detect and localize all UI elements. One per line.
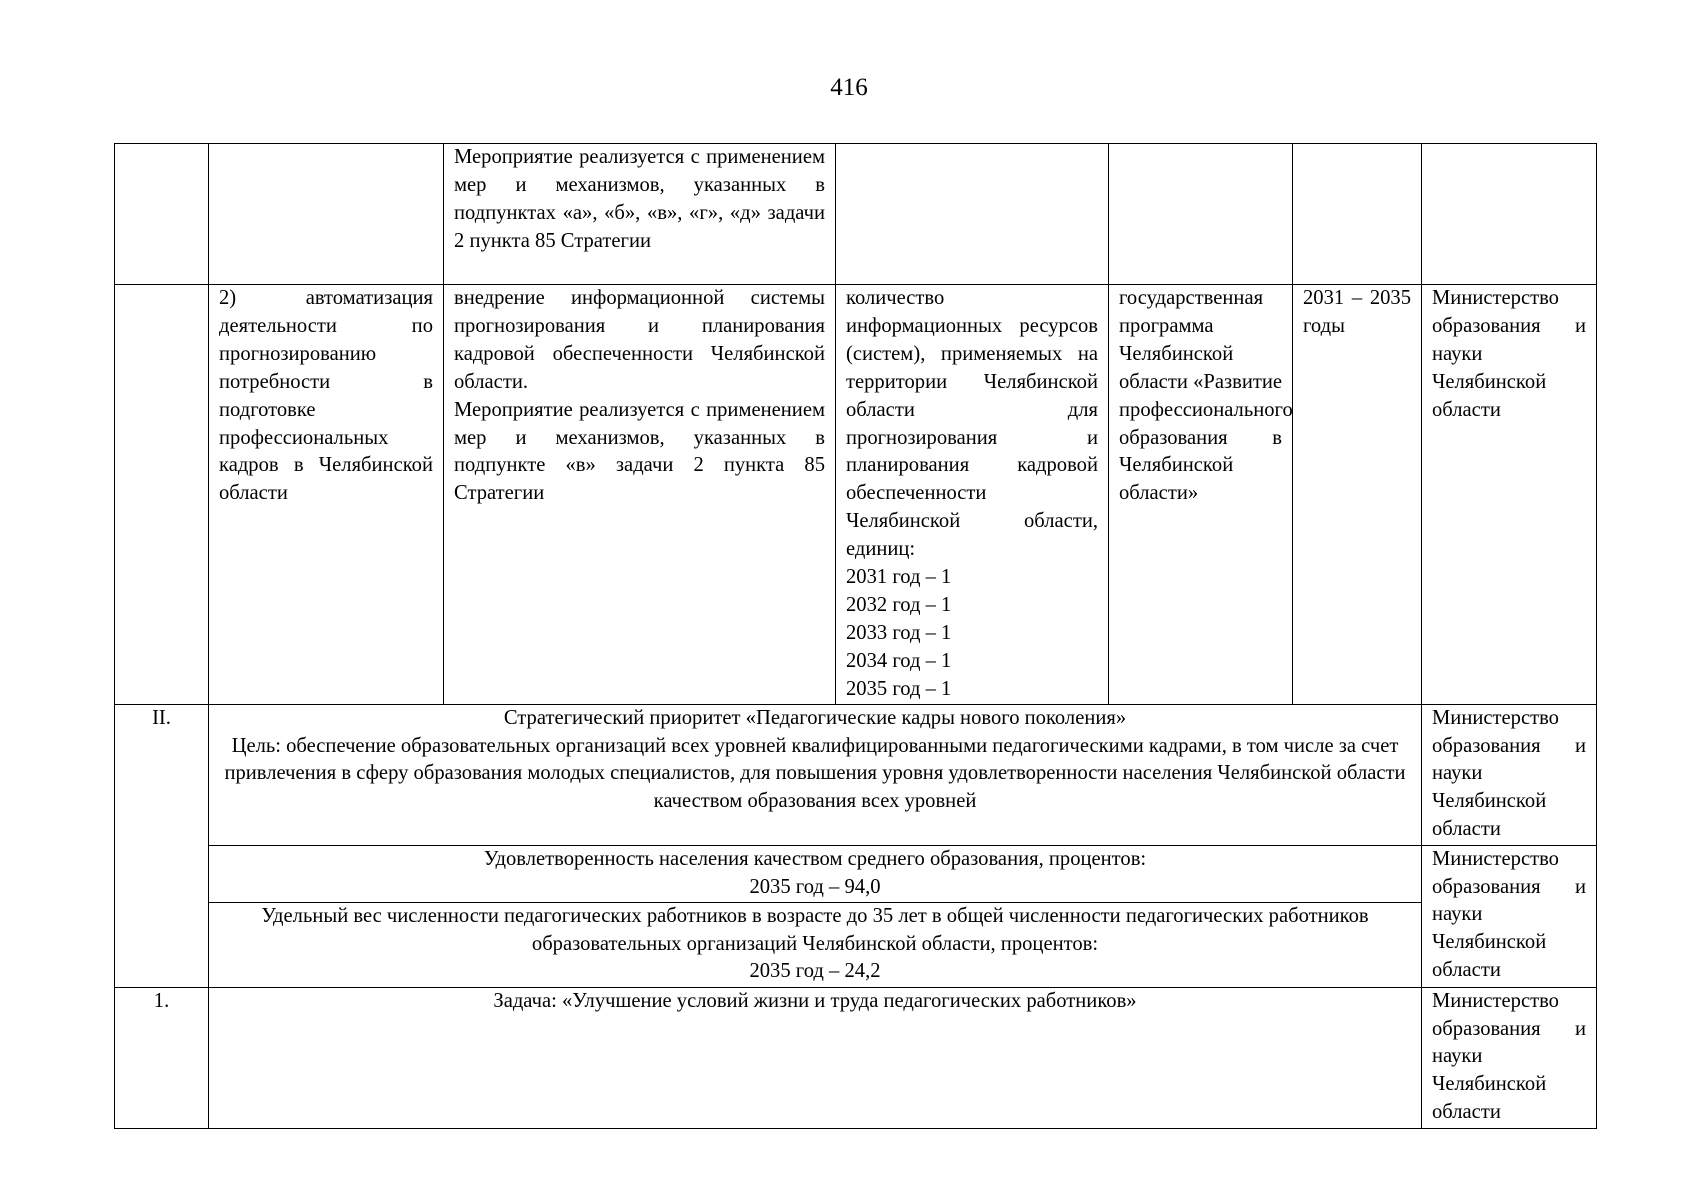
- indicator-cell: [209, 845, 1422, 902]
- responsible-text: Министерство образования и науки Челябинской области: [1432, 706, 1586, 841]
- section-header: [209, 704, 1422, 845]
- section-number: II.: [115, 704, 209, 987]
- indicator-value: 2031 год – 1: [846, 566, 952, 589]
- responsible-text: Министерство образования и науки Челябинской области: [1432, 989, 1586, 1124]
- cell-program: [1109, 285, 1293, 705]
- indicator-cell: [209, 902, 1422, 987]
- cell-measure: [444, 285, 836, 705]
- cell-responsible: [1422, 704, 1597, 845]
- indicator-title: Удельный вес численности педагогических работников в возрасте до 35 лет в общей численности педагогических работников образовательных организаций Челябинской области, процентов:: [261, 904, 1369, 955]
- table-row: [115, 987, 1597, 1128]
- cell-indicator: [836, 285, 1109, 705]
- indicator-text: количество информационных ресурсов (систем), применяемых на территории Челябинской области для прогнозирования и планирования кадровой обеспеченности Челябинской области, единиц:: [846, 287, 1098, 561]
- cell-number: [115, 144, 209, 285]
- table-row: [115, 902, 1597, 987]
- program-text: государственная программа Челябинской области «Развитие профессионального образования в Челябинской области»: [1119, 287, 1293, 505]
- cell-period: [1293, 285, 1422, 705]
- cell-responsible: [1422, 987, 1597, 1128]
- cell-program: [1109, 144, 1293, 285]
- task-title-cell: [209, 987, 1422, 1128]
- indicator-value: 2035 год – 94,0: [749, 875, 881, 898]
- cell-period: [1293, 144, 1422, 285]
- cell-task: [209, 285, 444, 705]
- cell-task: [209, 144, 444, 285]
- period-text: 2031 – 2035 годы: [1303, 287, 1411, 337]
- indicator-value: 2035 год – 24,2: [749, 960, 881, 983]
- measure-text-2: Мероприятие реализуется с применением мер и механизмов, указанных в подпункте «в» задачи 2 пункта 85 Стратегии: [454, 398, 825, 505]
- responsible-text: Министерство образования и науки Челябинской области: [1432, 847, 1586, 982]
- priority-title: Стратегический приоритет «Педагогические кадры нового поколения»: [503, 706, 1127, 729]
- table-row: [115, 704, 1597, 845]
- indicator-title: Удовлетворенность населения качеством среднего образования, процентов:: [483, 847, 1147, 870]
- indicator-value: 2032 год – 1: [846, 593, 952, 616]
- cell-measure: [444, 144, 836, 285]
- strategy-table: [114, 143, 1597, 1129]
- responsible-text: Министерство образования и науки Челябинской области: [1432, 287, 1586, 421]
- cell-responsible: [1422, 144, 1597, 285]
- cell-number: [115, 285, 209, 705]
- task-number: 1.: [115, 987, 209, 1128]
- task-title: Задача: «Улучшение условий жизни и труда педагогических работников»: [493, 989, 1137, 1012]
- cell-indicator: [836, 144, 1109, 285]
- indicator-value: 2033 год – 1: [846, 621, 952, 644]
- measure-text: Мероприятие реализуется с применением мер и механизмов, указанных в подпунктах «а», «б», «в», «г», «д» задачи 2 пункта 85 Стратегии: [454, 146, 825, 252]
- indicator-value: 2035 год – 1: [846, 677, 952, 700]
- table-row: [115, 144, 1597, 285]
- cell-responsible: [1422, 845, 1597, 987]
- table-row: [115, 845, 1597, 902]
- indicator-value: 2034 год – 1: [846, 649, 952, 672]
- page-number: 416: [830, 74, 868, 101]
- measure-text-1: внедрение информационной системы прогнозирования и планирования кадровой обеспеченности Челябинской области.: [454, 287, 825, 393]
- table-row: [115, 285, 1597, 705]
- goal-text: Цель: обеспечение образовательных организаций всех уровней квалифицированными педагогическими кадрами, в том числе за счет привлечения в сферу образования молодых специалистов, для повышения уровня удовлетворенности населения Челябинской области качеством образования всех уровней: [224, 734, 1406, 813]
- task-text: 2) автоматизация деятельности по прогнозированию потребности в подготовке профессиональных кадров в Челябинской области: [219, 287, 433, 505]
- cell-responsible: [1422, 285, 1597, 705]
